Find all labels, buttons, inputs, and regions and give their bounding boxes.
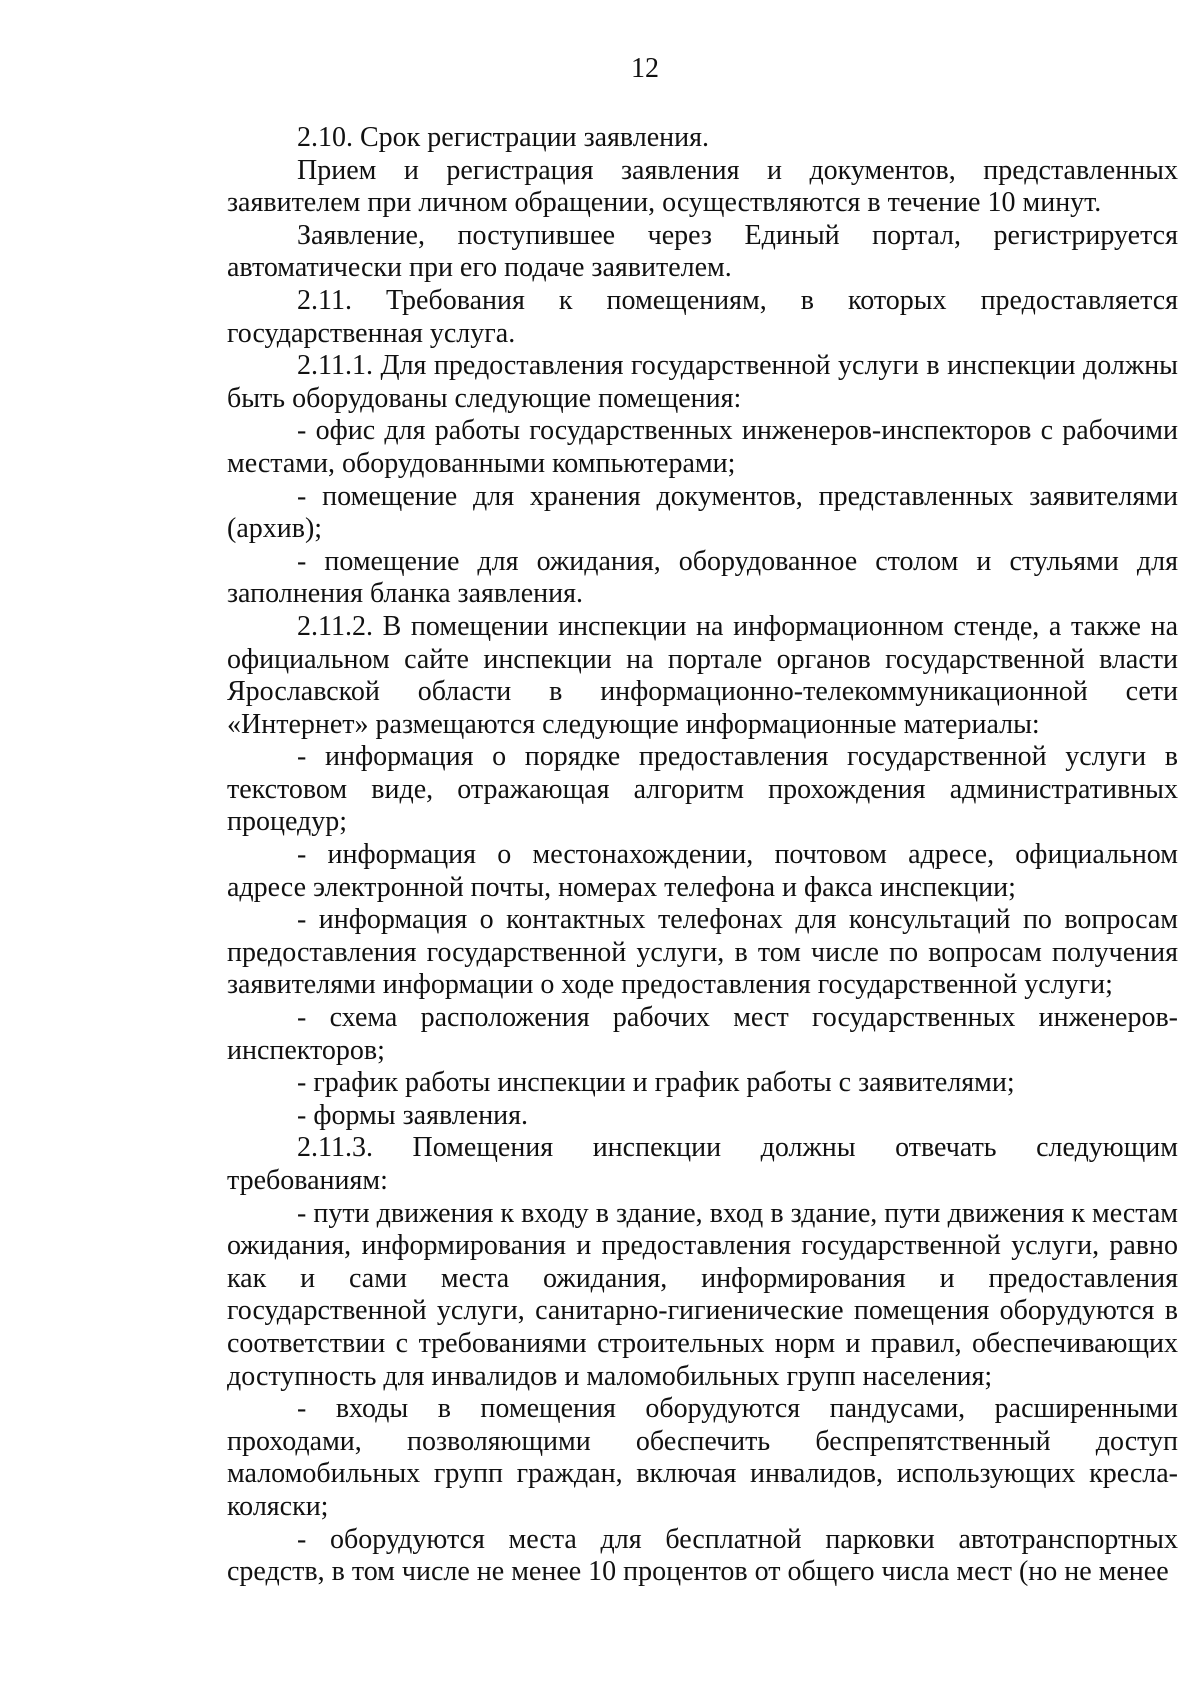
paragraph: 2.11. Требования к помещениям, в которых предоставляется государственная услуга.: [227, 284, 1178, 349]
paragraph: - схема расположения рабочих мест государственных инженеров-инспекторов;: [227, 1002, 1178, 1066]
page-number: 12: [631, 53, 659, 84]
paragraph: 2.10. Срок регистрации заявления.: [297, 122, 710, 153]
paragraph: - информация о контактных телефонах для консультаций по вопросам предоставления государственной услуги, в том числе по вопросам получения заявителями информации о ходе предоставления государственной услуги;: [227, 904, 1178, 1001]
paragraph: - формы заявления.: [297, 1099, 529, 1131]
paragraph: - оборудуются места для бесплатной парковки автотранспортных средств, в том числе не менее 10 процентов от общего числа мест (но не менее: [227, 1523, 1178, 1588]
paragraph: - информация о порядке предоставления государственной услуги в текстовом виде, отражающая алгоритм прохождения административных процедур;: [227, 741, 1178, 838]
paragraph: 2.11.3. Помещения инспекции должны отвечать следующим требованиям:: [227, 1132, 1178, 1196]
paragraph: - помещение для хранения документов, представленных заявителями (архив);: [227, 480, 1178, 545]
paragraph: - помещение для ожидания, оборудованное столом и стульями для заполнения бланка заявления.: [227, 545, 1178, 610]
paragraph: Заявление, поступившее через Единый портал, регистрируется автоматически при его подаче заявителем.: [227, 219, 1178, 284]
paragraph: 2.11.1. Для предоставления государственной услуги в инспекции должны быть оборудованы следующие помещения:: [227, 350, 1178, 414]
paragraph: - офис для работы государственных инженеров-инспекторов с рабочими местами, оборудованными компьютерами;: [227, 415, 1178, 479]
paragraph: Прием и регистрация заявления и документов, представленных заявителем при личном обращении, осуществляются в течение 10 минут.: [227, 154, 1178, 219]
document-body: [227, 122, 1178, 1589]
paragraph: - информация о местонахождении, почтовом адресе, официальном адресе электронной почты, номерах телефона и факса инспекции;: [227, 839, 1178, 903]
paragraph: - входы в помещения оборудуются пандусами, расширенными проходами, позволяющими обеспечить беспрепятственный доступ маломобильных групп граждан, включая инвалидов, использующих кресла-коляски;: [227, 1393, 1178, 1522]
paragraph: - график работы инспекции и график работы с заявителями;: [297, 1067, 1015, 1099]
paragraph: 2.11.2. В помещении инспекции на информационном стенде, а также на официальном сайте инспекции на портале органов государственной власти Ярославской области в информационно-телекоммуникационной сети «Интернет» размещаются следующие информационные материалы:: [227, 610, 1178, 740]
paragraph: - пути движения к входу в здание, вход в здание, пути движения к местам ожидания, информирования и предоставления государственной услуги, равно как и сами места ожидания, информирования и предоставления государственной услуги, санитарно-гигиенические помещения оборудуются в соответствии с требованиями строительных норм и правил, обеспечивающих доступность для инвалидов и маломобильных групп населения;: [227, 1197, 1178, 1392]
